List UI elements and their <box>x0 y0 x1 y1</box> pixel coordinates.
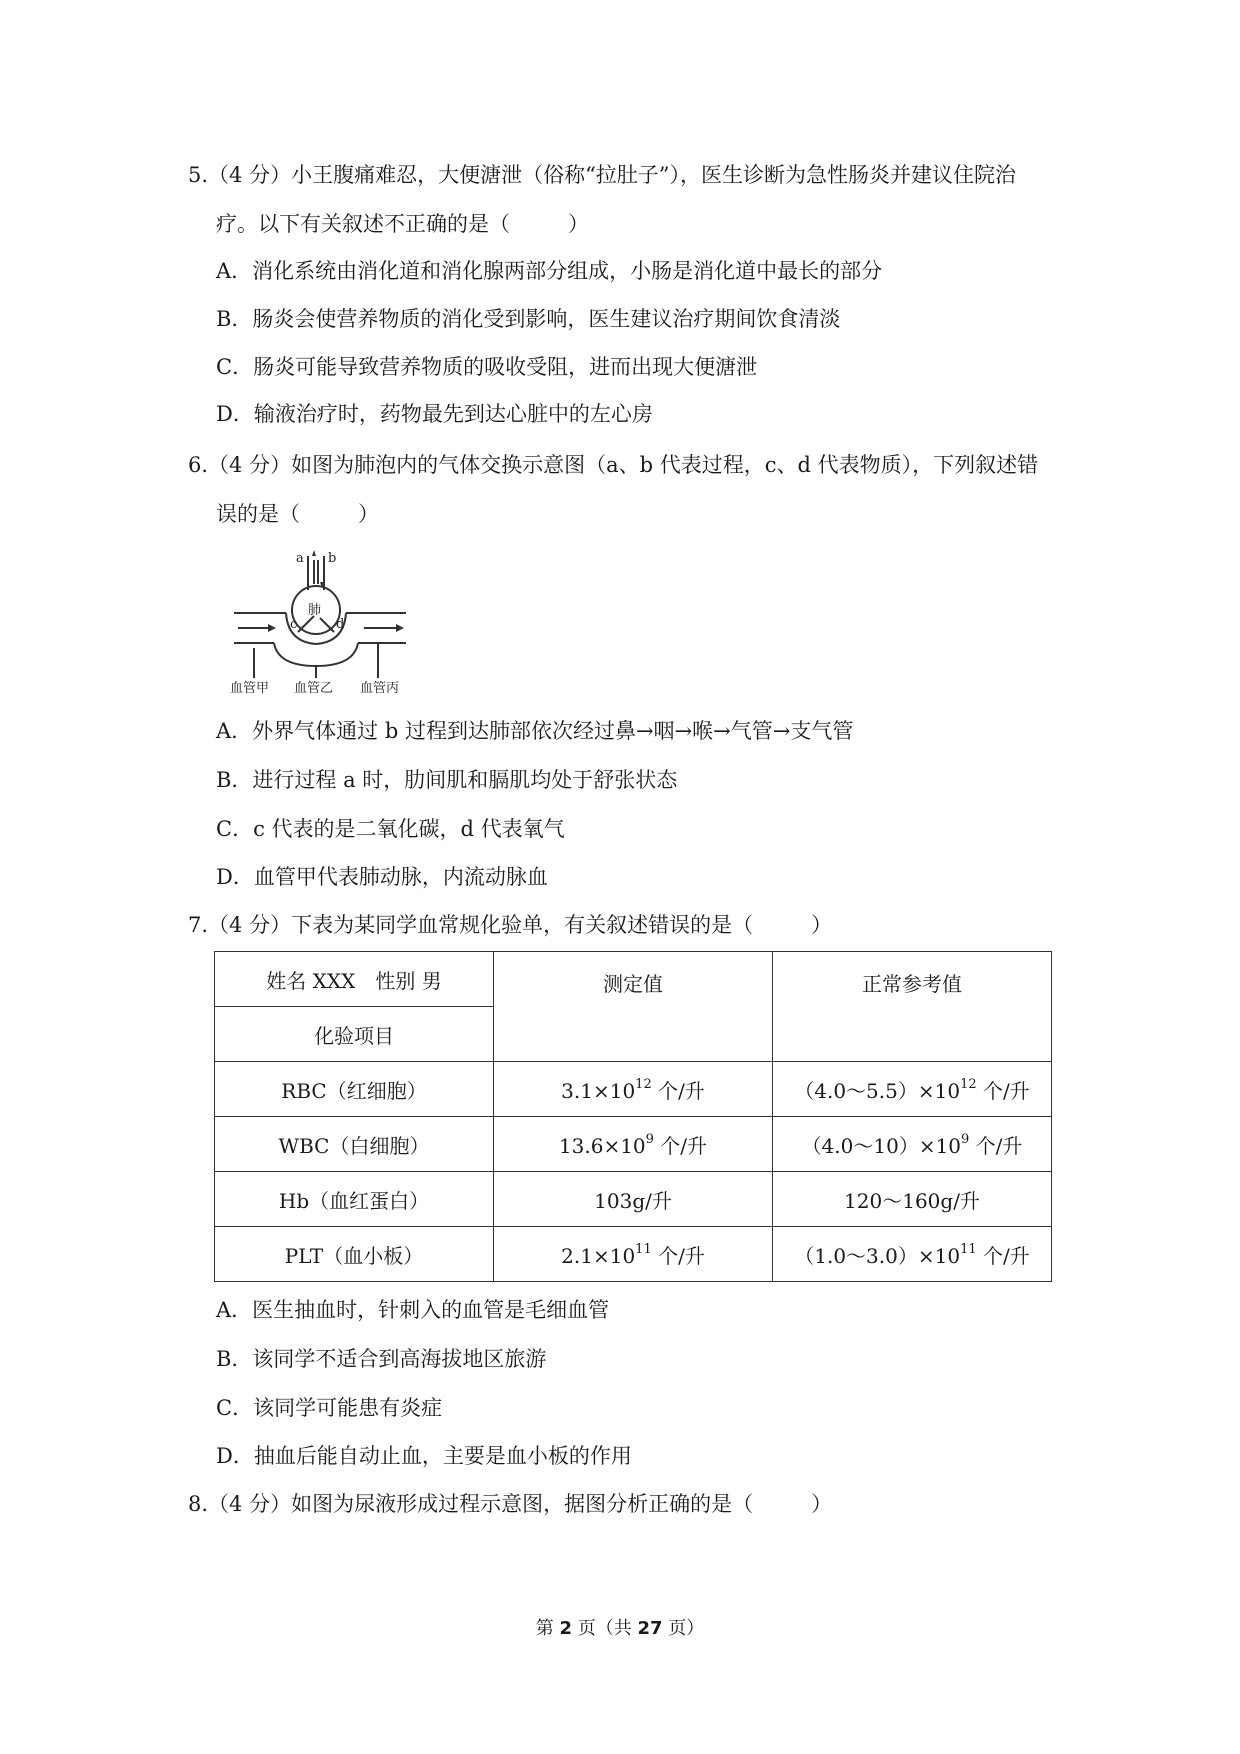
q7-option-a: A．医生抽血时，针刺入的血管是毛细血管 <box>216 1298 610 1322</box>
figure-label-vessel-2: 血管乙 <box>294 681 334 696</box>
reference-base: （4.0～5.5）×10 <box>794 1078 961 1103</box>
q5-option-d: D．输液治疗时，药物最先到达心脏中的左心房 <box>216 402 653 426</box>
figure-label-a: a <box>296 551 304 566</box>
reference-cell <box>773 1172 1052 1227</box>
table-row <box>215 1172 1052 1227</box>
item-cell: RBC（红细胞） <box>215 1062 494 1117</box>
blood-test-table <box>214 951 1052 1282</box>
table-header-row <box>215 952 1052 1007</box>
measured-base: 3.1×10 <box>561 1078 636 1103</box>
reference-cell <box>773 1117 1052 1172</box>
header-info-cell: 姓名 XXX 性别 男 <box>215 952 494 1007</box>
question-6-paren-close: ） <box>358 502 379 526</box>
reference-unit: 个/升 <box>976 1243 1030 1268</box>
measured-unit: 个/升 <box>653 1133 708 1158</box>
measured-unit: 个/升 <box>651 1078 705 1103</box>
figure-label-vessel-1: 血管甲 <box>230 681 270 696</box>
measured-base: 103g/升 <box>594 1188 672 1213</box>
figure-label-c: c <box>290 617 298 632</box>
header-reference-cell: 正常参考值 <box>773 952 1052 1062</box>
measured-exponent: 11 <box>635 1241 652 1257</box>
q5-option-a: A．消化系统由消化道和消化腺两部分组成，小肠是消化道中最长的部分 <box>216 259 883 283</box>
footer-total-pages: 27 <box>637 1618 663 1639</box>
page-footer <box>0 1614 1240 1640</box>
q6-option-a: A．外界气体通过 b 过程到达肺部依次经过鼻→咽→喉→气管→支气管 <box>216 719 854 743</box>
footer-page-number: 2 <box>559 1618 572 1639</box>
q7-option-b: B．该同学不适合到高海拔地区旅游 <box>216 1347 547 1371</box>
question-6-stem: 6.（4 分）如图为肺泡内的气体交换示意图（a、b 代表过程，c、d 代表物质），下列叙述错 <box>188 453 1039 477</box>
question-5-stem-cont <box>216 210 589 238</box>
measured-exponent: 12 <box>635 1076 652 1092</box>
figure-label-b: b <box>328 551 337 566</box>
item-cell: WBC（白细胞） <box>215 1117 494 1172</box>
alveolus-gas-exchange-diagram <box>228 548 418 696</box>
header-item-cell: 化验项目 <box>215 1007 494 1062</box>
header-measured-cell: 测定值 <box>494 952 773 1062</box>
q6-option-d: D．血管甲代表肺动脉，内流动脉血 <box>216 865 548 889</box>
question-6-stem-text: 误的是（ <box>216 502 300 526</box>
measured-exponent: 9 <box>645 1131 654 1147</box>
figure-label-vessel-3: 血管丙 <box>360 681 400 696</box>
reference-exponent: 12 <box>960 1076 977 1092</box>
measured-cell <box>494 1227 773 1282</box>
q7-option-d: D．抽血后能自动止血，主要是血小板的作用 <box>216 1444 632 1468</box>
item-cell: Hb（血红蛋白） <box>215 1172 494 1227</box>
reference-unit: 个/升 <box>969 1133 1023 1158</box>
question-7-paren-close: ） <box>811 913 833 937</box>
reference-unit: 个/升 <box>976 1078 1030 1103</box>
figure-label-d: d <box>336 617 345 632</box>
footer-prefix: 第 <box>535 1618 560 1639</box>
q6-option-b: B．进行过程 a 时，肋间肌和膈肌均处于舒张状态 <box>216 768 678 792</box>
table-row <box>215 1227 1052 1282</box>
measured-base: 2.1×10 <box>561 1243 636 1268</box>
q7-option-c: C．该同学可能患有炎症 <box>216 1396 443 1420</box>
reference-cell <box>773 1062 1052 1117</box>
question-8-paren-close: ） <box>811 1492 833 1516</box>
question-5-paren-close: ） <box>568 212 589 236</box>
reference-exponent: 11 <box>960 1241 977 1257</box>
question-8-stem <box>188 1490 832 1518</box>
question-7-stem <box>188 911 832 939</box>
measured-base: 13.6×10 <box>558 1133 646 1158</box>
reference-base: 120～160g/升 <box>844 1188 980 1213</box>
measured-cell <box>494 1172 773 1227</box>
measured-cell <box>494 1117 773 1172</box>
q5-option-b: B．肠炎会使营养物质的消化受到影响，医生建议治疗期间饮食清淡 <box>216 307 841 331</box>
footer-middle: 页（共 <box>572 1618 638 1639</box>
reference-base: （1.0～3.0）×10 <box>794 1243 961 1268</box>
table-row <box>215 1117 1052 1172</box>
question-5-stem: 5.（4 分）小王腹痛难忍，大便溏泄（俗称“拉肚子”），医生诊断为急性肠炎并建议住院治 <box>188 163 1017 187</box>
measured-cell <box>494 1062 773 1117</box>
reference-base: （4.0～10）×10 <box>801 1133 962 1158</box>
item-cell: PLT（血小板） <box>215 1227 494 1282</box>
reference-exponent: 9 <box>961 1131 970 1147</box>
question-5-stem-text: 疗。以下有关叙述不正确的是（ <box>216 212 510 236</box>
measured-unit: 个/升 <box>651 1243 705 1268</box>
table-row <box>215 1062 1052 1117</box>
q5-option-c: C．肠炎可能导致营养物质的吸收受阻，进而出现大便溏泄 <box>216 355 758 379</box>
figure-label-alveolus: 肺 <box>308 603 322 618</box>
q6-option-c: C．c 代表的是二氧化碳，d 代表氧气 <box>216 817 565 841</box>
footer-suffix: 页） <box>662 1618 705 1639</box>
question-7-stem-text: 7.（4 分）下表为某同学血常规化验单，有关叙述错误的是（ <box>188 913 754 937</box>
question-8-stem-text: 8.（4 分）如图为尿液形成过程示意图，据图分析正确的是（ <box>188 1492 754 1516</box>
question-6-stem-cont <box>216 500 379 528</box>
reference-cell <box>773 1227 1052 1282</box>
